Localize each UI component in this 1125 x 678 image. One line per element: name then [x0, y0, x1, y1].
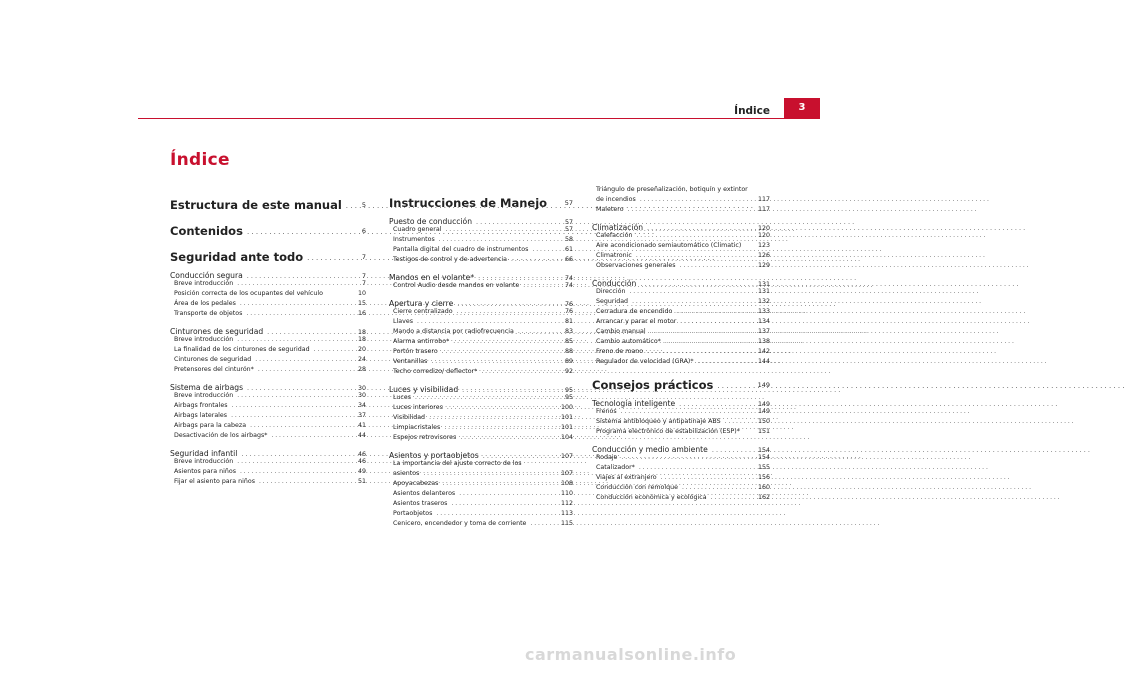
toc-chapter-row[interactable] [170, 238, 366, 264]
leader-dots [717, 382, 1124, 392]
toc-section-label: Conducción [592, 279, 637, 288]
toc-page-number: 6 [361, 227, 366, 235]
toc-page-number: 37 [357, 412, 366, 419]
toc-entry-row[interactable] [389, 460, 547, 470]
leader-dots [639, 464, 988, 471]
toc-page-number: 10 [357, 290, 366, 297]
toc-page-number: 34 [357, 402, 366, 409]
toc-chapter-row[interactable] [389, 186, 573, 210]
toc-page-number: 156 [757, 474, 770, 481]
toc-entry-row[interactable] [170, 356, 366, 366]
toc-entry-label: La finalidad de los cinturones de seguridad [174, 346, 310, 353]
toc-entry-label: Luces interiores [393, 404, 443, 411]
toc-entry-row[interactable] [389, 434, 573, 444]
toc-entry-label: Breve introducción [174, 336, 234, 343]
toc-page-number: 133 [757, 308, 770, 315]
watermark: carmanualsonline.info [525, 645, 737, 664]
toc-entry-row[interactable] [170, 392, 366, 402]
toc-section-row[interactable] [389, 381, 573, 394]
toc-entry-label: Pantalla digital del cuadro de instrumentos [393, 246, 529, 253]
toc-page-number: 154 [757, 454, 770, 461]
toc-chapter-row[interactable] [170, 212, 366, 238]
toc-entry-row[interactable] [389, 308, 573, 318]
toc-page-number: 20 [357, 346, 366, 353]
toc-entry-label: Limpiacristales [393, 424, 441, 431]
toc-section-row[interactable] [592, 395, 770, 408]
leader-dots [636, 252, 985, 259]
toc-section-label: Puesto de conducción [389, 217, 473, 226]
leader-dots [676, 308, 1025, 315]
toc-entry-label: Área de los pedales [174, 300, 236, 307]
toc-entry-row[interactable] [170, 290, 366, 300]
toc-page-number: 115 [560, 520, 573, 527]
toc-entry-row[interactable] [389, 236, 573, 246]
toc-page-number: 144 [757, 358, 770, 365]
toc-chapter-label: Seguridad ante todo [170, 250, 304, 264]
toc-page-number: 132 [757, 298, 770, 305]
toc-chapter-row[interactable] [592, 368, 770, 392]
toc-entry-row[interactable] [389, 510, 573, 520]
toc-page-number: 120 [757, 232, 770, 239]
toc-entry-label: Breve introducción [174, 280, 234, 287]
toc-entry-row[interactable] [389, 368, 573, 378]
toc-entry-row[interactable] [592, 328, 770, 338]
toc-entry-label: Airbags laterales [174, 412, 228, 419]
leader-dots [665, 338, 1014, 345]
toc-chapter-label: Consejos prácticos [592, 378, 714, 392]
toc-section-row[interactable] [170, 379, 366, 392]
toc-entry-row[interactable] [389, 520, 573, 530]
toc-entry-row[interactable] [389, 328, 573, 338]
toc-entry-label: Programa electrónico de estabilización (ESP)* [596, 428, 740, 435]
toc-entry-label: Climatronic [596, 252, 632, 259]
toc-entry-row[interactable] [389, 500, 573, 510]
toc-entry-label: Cambio manual [596, 328, 646, 335]
toc-section-row[interactable] [389, 447, 573, 460]
toc-entry-label: Portaobjetos [393, 510, 433, 517]
toc-page-number: 162 [757, 494, 770, 501]
leader-dots [682, 484, 1031, 491]
leader-dots [640, 280, 1018, 288]
toc-entry-label: Sistema antibloqueo y antipatinaje ABS [596, 418, 721, 425]
toc-page-number: 149 [757, 401, 770, 408]
toc-entry-row[interactable] [389, 404, 573, 414]
leader-dots [621, 408, 970, 415]
toc-entry-row[interactable] [389, 490, 573, 500]
toc-entry-row[interactable] [389, 470, 573, 480]
toc-entry-row[interactable] [592, 408, 770, 418]
toc-entry-row[interactable] [389, 424, 573, 434]
header-rule [138, 118, 820, 119]
toc-page-number: 117 [757, 196, 770, 203]
toc-entry-row[interactable] [592, 288, 770, 298]
leader-dots [640, 196, 989, 203]
toc-entry-label: Pretensores del cinturón* [174, 366, 254, 373]
leader-dots [698, 358, 1047, 365]
toc-page-number: 160 [757, 484, 770, 491]
toc-column-1 [170, 186, 366, 488]
toc-chapter-label: Estructura de este manual [170, 198, 342, 212]
toc-entry-row[interactable] [592, 196, 770, 206]
toc-page-number: 7 [361, 273, 366, 280]
toc-section-row[interactable] [592, 275, 770, 288]
toc-entry-label: Instrumentos [393, 236, 435, 243]
toc-entry-row[interactable] [170, 300, 366, 310]
toc-entry-row[interactable] [170, 468, 366, 478]
toc-page-number: 57 [564, 219, 573, 226]
toc-page-number: 41 [357, 422, 366, 429]
toc-entry-row[interactable] [592, 348, 770, 358]
toc-entry-row[interactable] [592, 494, 770, 504]
toc-page-number: 18 [357, 336, 366, 343]
toc-entry-label: de incendios [596, 196, 636, 203]
toc-page-number: 137 [757, 328, 770, 335]
toc-page-number: 88 [564, 348, 573, 355]
toc-entry-label: Cambio automático* [596, 338, 661, 345]
toc-page-number: 154 [757, 447, 770, 454]
toc-entry-label: Catalizador* [596, 464, 635, 471]
toc-entry-label: Rodaje [596, 454, 618, 461]
toc-page-number: 108 [560, 480, 573, 487]
toc-page-number: 30 [357, 385, 366, 392]
toc-section-label: Climatización [592, 223, 644, 232]
toc-entry-label: Viajes al extranjero [596, 474, 657, 481]
toc-entry-label: Desactivación de los airbags* [174, 432, 268, 439]
toc-entry-label: Alarma antirrobo* [393, 338, 450, 345]
running-header-title: Índice [734, 105, 770, 117]
toc-section-row[interactable] [170, 267, 366, 280]
toc-entry-label: Observaciones generales [596, 262, 676, 269]
toc-section-row[interactable] [389, 213, 573, 226]
toc-entry-label: Portón trasero [393, 348, 438, 355]
toc-entry-row[interactable] [592, 484, 770, 494]
toc-entry-row[interactable] [170, 422, 366, 432]
toc-entry-label: Asientos para niños [174, 468, 236, 475]
toc-entry-row[interactable] [170, 346, 366, 356]
toc-entry-label: Testigos de control y de advertencia [393, 256, 508, 263]
leader-dots [621, 454, 970, 461]
toc-entry-row[interactable] [389, 348, 573, 358]
toc-page-number: 57 [564, 226, 573, 233]
toc-page-number: 129 [757, 262, 770, 269]
toc-page-number: 123 [757, 242, 770, 249]
page-number-badge: 3 [784, 98, 820, 118]
leader-dots [680, 262, 1029, 269]
toc-page-number: 46 [357, 451, 366, 458]
toc-page-number: 149 [757, 381, 770, 389]
toc-page-number: 100 [560, 404, 573, 411]
toc-entry-row[interactable] [592, 338, 770, 348]
toc-entry-label: Luces [393, 394, 412, 401]
toc-page-number: 151 [757, 428, 770, 435]
toc-page-number: 107 [560, 470, 573, 477]
toc-page-number: 131 [757, 281, 770, 288]
toc-entry-label: Asientos delanteros [393, 490, 456, 497]
toc-entry-label: Cuadro general [393, 226, 442, 233]
toc-section-label: Sistema de airbags [170, 383, 244, 392]
toc-entry-row[interactable] [592, 186, 748, 196]
leader-dots [530, 520, 879, 527]
toc-entry-label: Cerradura de encendido [596, 308, 673, 315]
toc-entry-label: Conducción económica y ecológica [596, 494, 707, 501]
leader-dots [679, 400, 1057, 408]
page-title: Índice [170, 150, 230, 170]
toc-page-number: 7 [361, 280, 366, 287]
toc-section-label: Conducción y medio ambiente [592, 445, 708, 454]
toc-entry-label: Mando a distancia por radiofrecuencia [393, 328, 514, 335]
toc-entry-row[interactable] [592, 358, 770, 368]
toc-section-label: Luces y visibilidad [389, 385, 459, 394]
toc-section-row[interactable] [592, 219, 770, 232]
toc-entry-label: Frenos [596, 408, 617, 415]
toc-entry-label: Breve introducción [174, 458, 234, 465]
toc-section-label: Seguridad infantil [170, 449, 238, 458]
toc-entry-label: Maletero [596, 206, 624, 213]
toc-entry-label: Control Audio desde mandos en volante [393, 282, 520, 289]
toc-page-number: 110 [560, 490, 573, 497]
toc-page-number: 76 [564, 301, 573, 308]
toc-page-number: 58 [564, 236, 573, 243]
toc-page-number: 28 [357, 366, 366, 373]
toc-entry-label: Ventanillas [393, 358, 428, 365]
toc-entry-row[interactable] [389, 226, 573, 236]
toc-page-number: 76 [564, 308, 573, 315]
toc-section-row[interactable] [389, 269, 573, 282]
toc-entry-row[interactable] [592, 454, 770, 464]
toc-entry-label: Regulador de velocidad (GRA)* [596, 358, 694, 365]
toc-entry-label: Arrancar y parar el motor [596, 318, 677, 325]
leader-dots [629, 288, 978, 295]
toc-page-number: 15 [357, 300, 366, 307]
leader-dots [647, 348, 996, 355]
toc-entry-row[interactable] [389, 282, 573, 292]
toc-page-number: 112 [560, 500, 573, 507]
toc-entry-row[interactable] [389, 246, 573, 256]
toc-page-number: 83 [564, 328, 573, 335]
toc-entry-row[interactable] [389, 480, 573, 490]
toc-entry-label: Cinturones de seguridad [174, 356, 252, 363]
toc-entry-row[interactable] [170, 336, 366, 346]
toc-entry-label: Airbags para la cabeza [174, 422, 247, 429]
toc-page-number: 95 [564, 387, 573, 394]
toc-page-number: 104 [560, 434, 573, 441]
toc-entry-label: Asientos traseros [393, 500, 448, 507]
toc-entry-row[interactable] [170, 280, 366, 290]
toc-section-label: Apertura y cierre [389, 299, 454, 308]
leader-dots [725, 418, 1074, 425]
toc-entry-row[interactable] [389, 338, 573, 348]
toc-page-number: 7 [361, 253, 366, 261]
toc-page-number: 44 [357, 432, 366, 439]
toc-entry-row[interactable] [170, 366, 366, 376]
toc-page-number: 131 [757, 288, 770, 295]
toc-entry-row[interactable] [389, 256, 573, 266]
toc-entry-label: Dirección [596, 288, 626, 295]
toc-entry-label: Conducción con remolque [596, 484, 678, 491]
toc-entry-label: Cierre centralizado [393, 308, 453, 315]
toc-page-number: 155 [757, 464, 770, 471]
toc-page-number: 138 [757, 338, 770, 345]
toc-page-number: 150 [757, 418, 770, 425]
toc-page-number: 89 [564, 358, 573, 365]
toc-page-number: 107 [560, 453, 573, 460]
toc-section-label: Tecnología inteligente [592, 399, 676, 408]
toc-entry-label: asientos [393, 470, 420, 477]
toc-entry-row[interactable] [170, 458, 366, 468]
toc-entry-label: La importancia del ajuste correcto de los [393, 460, 522, 467]
leader-dots [436, 510, 785, 517]
toc-entry-row[interactable] [170, 412, 366, 422]
toc-page-number: 142 [757, 348, 770, 355]
toc-page-number: 61 [564, 246, 573, 253]
toc-page-number: 95 [564, 394, 573, 401]
toc-entry-label: Seguridad [596, 298, 629, 305]
leader-dots [632, 298, 981, 305]
leader-dots [636, 232, 985, 239]
toc-page-number: 74 [564, 282, 573, 289]
toc-page-number: 49 [357, 468, 366, 475]
toc-column-3 [592, 186, 770, 504]
toc-page-number: 18 [357, 329, 366, 336]
toc-entry-row[interactable] [592, 318, 770, 328]
toc-section-row[interactable] [170, 445, 366, 458]
toc-entry-label: Transporte de objetos [174, 310, 243, 317]
toc-entry-row[interactable] [592, 252, 770, 262]
toc-page-number: 113 [560, 510, 573, 517]
toc-page-number: 120 [757, 225, 770, 232]
toc-entry-label: Triángulo de preseñalización, botiquín y extintor [596, 186, 748, 193]
toc-chapter-row[interactable] [170, 186, 366, 212]
toc-page-number: 57 [564, 199, 573, 207]
toc-page-number: 5 [361, 201, 366, 209]
toc-section-label: Asientos y portaobjetos [389, 451, 479, 460]
toc-page-number: 24 [357, 356, 366, 363]
leader-dots [650, 328, 999, 335]
toc-page-number: 46 [357, 458, 366, 465]
toc-entry-row[interactable] [170, 402, 366, 412]
toc-entry-label: Techo corredizo/ deflector* [393, 368, 478, 375]
toc-page-number: 30 [357, 392, 366, 399]
toc-entry-label: Freno de mano [596, 348, 644, 355]
toc-page-number: 149 [757, 408, 770, 415]
leader-dots [680, 318, 1029, 325]
toc-entry-label: Cenicero, encendedor y toma de corriente [393, 520, 527, 527]
toc-entry-row[interactable] [389, 318, 573, 328]
toc-entry-label: Breve introducción [174, 392, 234, 399]
toc-section-label: Mandos en el volante* [389, 273, 475, 282]
toc-section-label: Conducción segura [170, 271, 243, 280]
toc-entry-row[interactable] [170, 432, 366, 442]
toc-entry-label: Apoyacabezas [393, 480, 439, 487]
toc-entry-label: Aire acondicionado semiautomático (Climatic) [596, 242, 742, 249]
toc-entry-row[interactable] [389, 394, 573, 404]
toc-entry-row[interactable] [389, 414, 573, 424]
toc-entry-row[interactable] [170, 478, 366, 488]
toc-page-number: 126 [757, 252, 770, 259]
leader-dots [661, 474, 1010, 481]
toc-page-number: 92 [564, 368, 573, 375]
toc-page-number: 101 [560, 424, 573, 431]
toc-entry-row[interactable] [592, 298, 770, 308]
toc-page-number: 81 [564, 318, 573, 325]
toc-entry-label: Calefacción [596, 232, 633, 239]
toc-entry-row[interactable] [592, 428, 770, 438]
toc-section-row[interactable] [592, 441, 770, 454]
toc-page-number: 51 [357, 478, 366, 485]
toc-entry-label: Posición correcta de los ocupantes del vehículo [174, 290, 323, 297]
toc-entry-row[interactable] [592, 308, 770, 318]
toc-entry-label: Llaves [393, 318, 413, 325]
toc-entry-row[interactable] [592, 242, 770, 252]
toc-entry-row[interactable] [592, 232, 770, 242]
toc-entry-row[interactable] [170, 310, 366, 320]
toc-section-row[interactable] [170, 323, 366, 336]
toc-page-number: 66 [564, 256, 573, 263]
toc-entry-label: Espejos retrovisores [393, 434, 457, 441]
toc-page-number: 134 [757, 318, 770, 325]
toc-page-number: 85 [564, 338, 573, 345]
toc-entry-label: Fijar el asiento para niños [174, 478, 255, 485]
toc-chapter-label: Instrucciones de Manejo [389, 196, 548, 210]
toc-section-row[interactable] [389, 295, 573, 308]
toc-entry-label: Visibilidad [393, 414, 426, 421]
toc-entry-row[interactable] [592, 464, 770, 474]
toc-page-number: 101 [560, 414, 573, 421]
toc-entry-row[interactable] [592, 262, 770, 272]
toc-entry-label: Airbags frontales [174, 402, 228, 409]
toc-entry-row[interactable] [389, 358, 573, 368]
toc-page-number: 74 [564, 275, 573, 282]
toc-entry-row[interactable] [592, 474, 770, 484]
leader-dots [647, 224, 1025, 232]
toc-page-number: 16 [357, 310, 366, 317]
leader-dots [628, 206, 977, 213]
toc-entry-row[interactable] [592, 418, 770, 428]
toc-page-number: 117 [757, 206, 770, 213]
toc-column-2 [389, 186, 573, 530]
toc-section-label: Cinturones de seguridad [170, 327, 264, 336]
toc-chapter-label: Contenidos [170, 224, 243, 238]
toc-entry-row[interactable] [592, 206, 770, 216]
